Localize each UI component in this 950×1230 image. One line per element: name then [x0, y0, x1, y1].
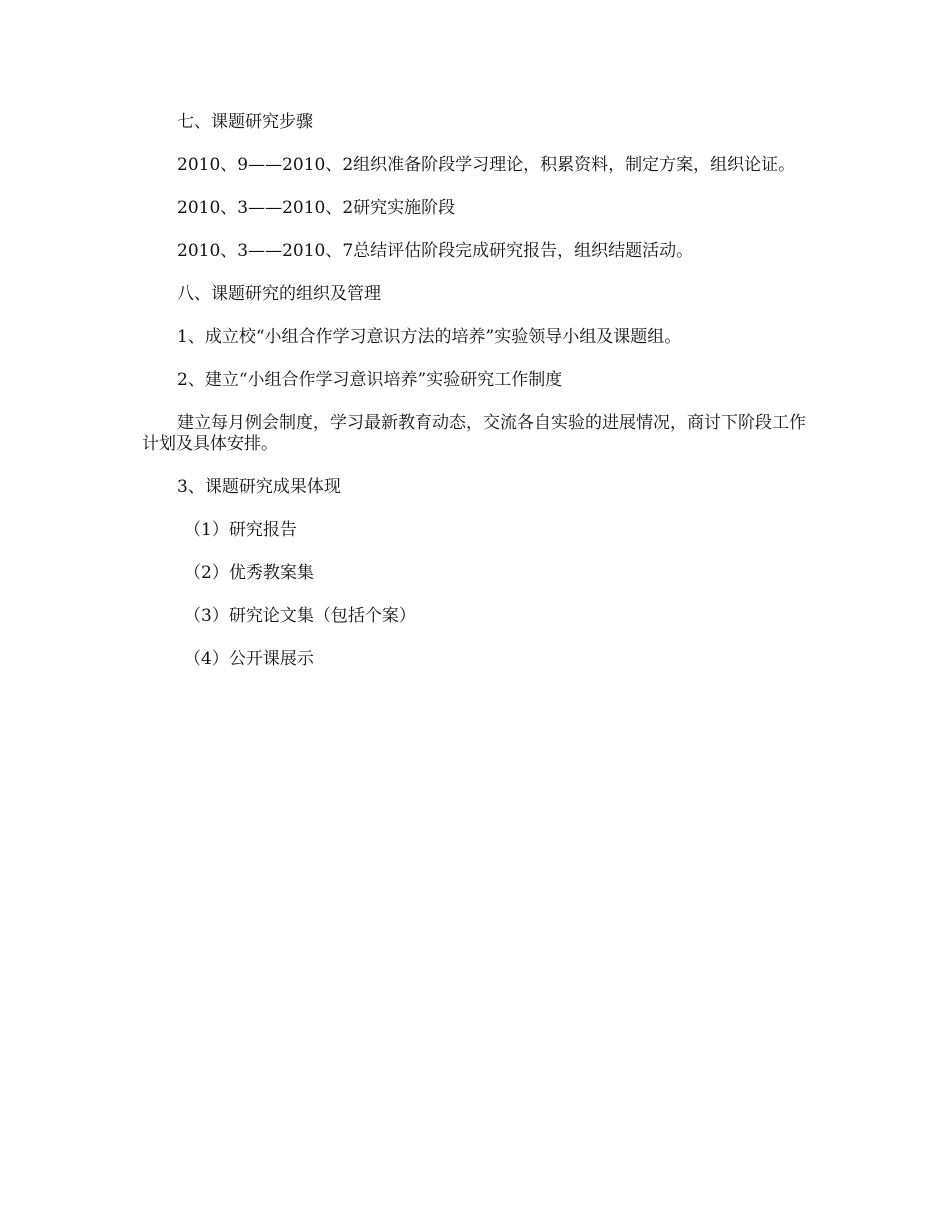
step-preparation: 2010、9——2010、2组织准备阶段学习理论，积累资料，制定方案，组织论证。 — [177, 155, 796, 175]
heading-organization-management: 八、课题研究的组织及管理 — [177, 284, 381, 304]
result-papers: （3）研究论文集（包括个案） — [184, 606, 416, 626]
result-open-class: （4）公开课展示 — [184, 649, 314, 669]
paragraph-monthly-meeting: 建立每月例会制度，学习最新教育动态，交流各自实验的进展情况，商讨下阶段工作计划及具体安排。 — [142, 413, 806, 454]
result-lesson-plans: （2）优秀教案集 — [184, 563, 314, 583]
step-implementation: 2010、3——2010、2研究实施阶段 — [177, 198, 456, 218]
item-establish-group: 1、成立校“小组合作学习意识方法的培养”实验领导小组及课题组。 — [177, 327, 682, 347]
item-research-results: 3、课题研究成果体现 — [177, 477, 341, 497]
result-research-report: （1）研究报告 — [184, 520, 297, 540]
item-work-system: 2、建立“小组合作学习意识培养”实验研究工作制度 — [177, 370, 563, 390]
step-evaluation: 2010、3——2010、7总结评估阶段完成研究报告，组织结题活动。 — [177, 241, 694, 261]
heading-research-steps: 七、课题研究步骤 — [177, 112, 313, 132]
document-page — [142, 112, 812, 692]
